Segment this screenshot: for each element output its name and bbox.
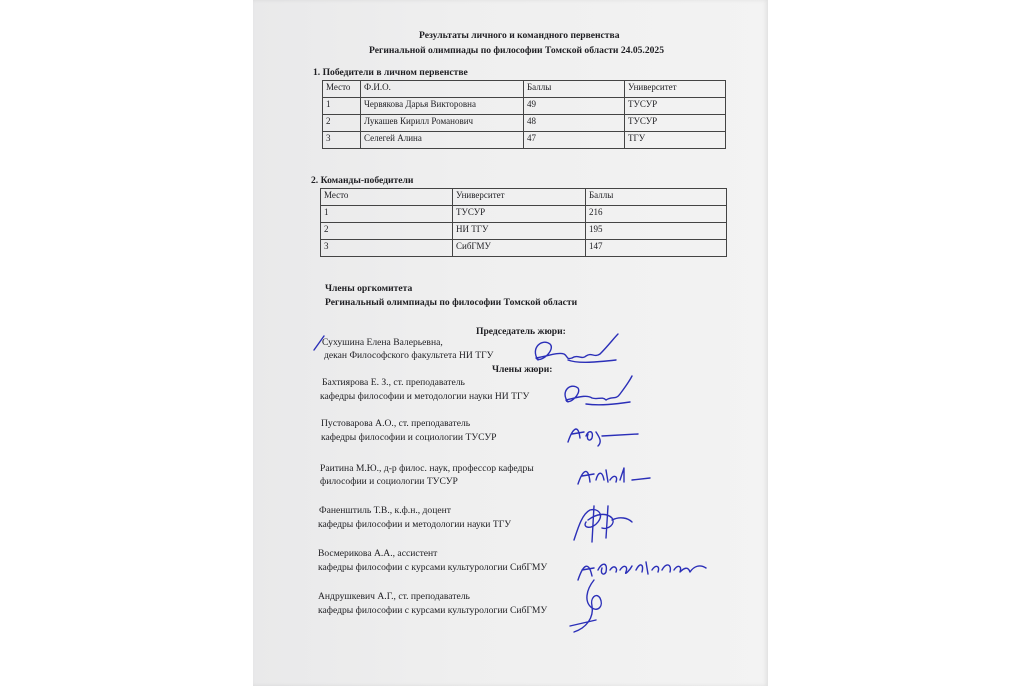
committee-title: Члены оргкомитета xyxy=(325,283,413,294)
section2-title: 2. Команды-победители xyxy=(311,175,414,186)
section1-title: 1. Победители в личном первенстве xyxy=(313,67,468,78)
doc-title-line2: Регинальной олимпиады по философии Томской области 24.05.2025 xyxy=(369,45,665,56)
table-cell: НИ ТГУ xyxy=(453,223,586,240)
members-heading: Члены жюри: xyxy=(492,364,553,375)
member-name: Фаненштиль Т.В., к.ф.н., доцент xyxy=(319,505,451,516)
table-cell: ТУСУР xyxy=(625,115,726,132)
member4-signature-icon xyxy=(568,500,638,544)
member-name: Восмерикова А.А., ассистент xyxy=(318,548,438,559)
member6-signature-icon xyxy=(566,576,616,636)
table-row xyxy=(321,206,727,223)
table-cell: 49 xyxy=(524,98,625,115)
table-cell: 3 xyxy=(321,240,453,257)
table-cell: 216 xyxy=(586,206,727,223)
check-mark-icon xyxy=(312,334,328,352)
table-row xyxy=(323,115,726,132)
table-cell: 2 xyxy=(321,223,453,240)
member2-signature-icon xyxy=(562,418,642,448)
chair-signature-icon xyxy=(528,330,623,370)
individual-results-table xyxy=(322,80,726,149)
col-header: Место xyxy=(323,81,361,98)
table-row xyxy=(323,98,726,115)
table-cell: ТУСУР xyxy=(453,206,586,223)
chair-name: Сухушина Елена Валерьевна, xyxy=(322,337,443,348)
member-dept: кафедры философии с курсами культурологии СибГМУ xyxy=(318,605,548,616)
team-results-table xyxy=(320,188,727,257)
table-row xyxy=(321,223,727,240)
member-dept: кафедры философии и социологии ТУСУР xyxy=(321,432,497,443)
table-cell: 195 xyxy=(586,223,727,240)
chair-heading: Председатель жюри: xyxy=(476,326,566,337)
member-name: Пустоварова А.О., ст. преподаватель xyxy=(321,418,471,429)
member-name: Бахтиярова Е. З., ст. преподаватель xyxy=(322,377,465,388)
table-row xyxy=(323,132,726,149)
col-header: Ф.И.О. xyxy=(361,81,524,98)
member-name: Раитина М.Ю., д-р филос. наук, профессор кафедры xyxy=(320,463,534,474)
table-cell: Лукашев Кирилл Романович xyxy=(361,115,524,132)
member-dept: кафедры философии с курсами культурологии СибГМУ xyxy=(318,562,548,573)
table-cell: СибГМУ xyxy=(453,240,586,257)
table-cell: 147 xyxy=(586,240,727,257)
table-cell: 1 xyxy=(323,98,361,115)
member-name: Андрушкевич А.Г., ст. преподаватель xyxy=(318,591,470,602)
col-header: Университет xyxy=(453,189,586,206)
member-dept: кафедры философии и методологии науки НИ ТГУ xyxy=(320,391,530,402)
table-cell: ТУСУР xyxy=(625,98,726,115)
table-cell: ТГУ xyxy=(625,132,726,149)
table-header-row xyxy=(321,189,727,206)
col-header: Баллы xyxy=(586,189,727,206)
committee-subtitle: Регинальный олимпиады по философии Томской области xyxy=(325,297,578,308)
doc-title-line1: Результаты личного и командного первенства xyxy=(419,30,620,41)
table-cell: Селегей Алина xyxy=(361,132,524,149)
member3-signature-icon xyxy=(574,460,654,490)
table-row xyxy=(321,240,727,257)
member-dept: кафедры философии и методологии науки ТГУ xyxy=(318,519,512,530)
table-cell: 2 xyxy=(323,115,361,132)
table-header-row xyxy=(323,81,726,98)
member1-signature-icon xyxy=(556,372,636,412)
table-cell: 48 xyxy=(524,115,625,132)
col-header: Баллы xyxy=(524,81,625,98)
col-header: Место xyxy=(321,189,453,206)
table-cell: 3 xyxy=(323,132,361,149)
col-header: Университет xyxy=(625,81,726,98)
table-cell: Червякова Дарья Викторовна xyxy=(361,98,524,115)
table-cell: 1 xyxy=(321,206,453,223)
table-cell: 47 xyxy=(524,132,625,149)
chair-role: декан Философского факультета НИ ТГУ xyxy=(324,350,494,361)
member-dept: философии и социологии ТУСУР xyxy=(320,476,458,487)
